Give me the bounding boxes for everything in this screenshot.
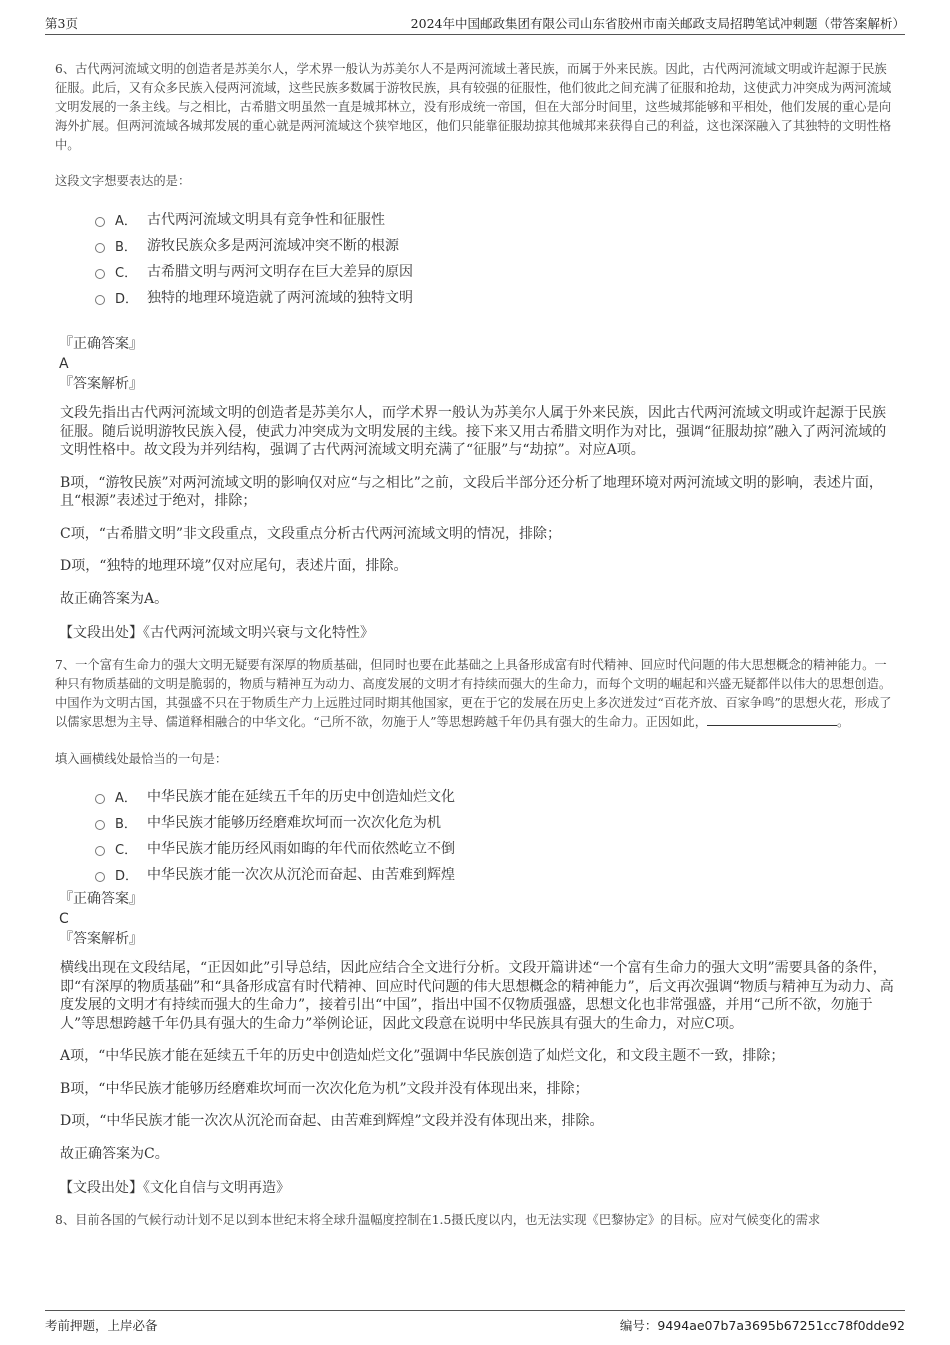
q7-answer-label: 『正确答案』: [59, 891, 143, 907]
question-6-text: 6、古代两河流域文明的创造者是苏美尔人，学术界一般认为苏美尔人不是两河流域土著民族，而属于外来民族。因此，古代两河流域文明或许起源于民族征服。此后，又有众多民族入侵两河流域，这些民族多数属于游牧民族，具有较强的征服性，他们彼此之间充满了征服和抢劫，这使武力冲突成为两河流域文明发展的一条主线。与之相比，古希腊文明虽然一直是城邦林立，没有形成统一帝国，但在大部分时间里，这些城邦能够和平相处，他们发展的重心是向海外扩展。但两河流域各城邦发展的重心就是两河流域这个狭窄地区，他们只能靠征服劫掠其他城邦来获得自己的利益，这也深深融入了其独特的文明性格中。: [55, 62, 892, 152]
q7-option-b[interactable]: B． 中华民族才能够历经磨难坎坷而一次次化危为机: [95, 809, 895, 835]
fill-blank: [707, 713, 837, 726]
q7-option-c[interactable]: C． 中华民族才能历经风雨如晦的年代而依然屹立不倒: [95, 835, 895, 861]
document-title: 2024年中国邮政集团有限公司山东省胶州市南关邮政支局招聘笔试冲刺题（带答案解析）: [410, 16, 905, 31]
q6-answer: A: [59, 356, 69, 372]
q6-analysis-c: C项，“古希腊文明”非文段重点，文段重点分析古代两河流域文明的情况，排除；: [60, 525, 562, 542]
q7-option-d[interactable]: D． 中华民族才能一次次从沉沦而奋起、由苦难到辉煌: [95, 861, 895, 887]
q6-answer-label: 『正确答案』: [59, 336, 143, 352]
q7-analysis-label: 『答案解析』: [59, 931, 143, 947]
question-7-text: 7、一个富有生命力的强大文明无疑要有深厚的物质基础，但同时也要在此基础之上具备形成富有时代精神、回应时代问题的伟大思想概念的精神能力。一种只有物质基础的文明是脆弱的，物质与精神互为动力、高度发展的文明才有持续而强大的生命力，而每个文明的崛起和兴盛无疑都伴以伟大的思想创造。中国作为文明古国，其强盛不只在于物质生产力上远胜过同时期其他国家，更在于它的发展在历史上多次迸发过“百花齐放、百家争鸣”的思想火花，形成了以儒家思想为主导、儒道释相融合的中华文化。“己所不欲，勿施于人”等思想跨越千年仍具有强大的生命力。正因如此， 。: [55, 658, 892, 729]
radio-button[interactable]: [95, 243, 105, 253]
page-content: [55, 40, 895, 1230]
radio-button[interactable]: [95, 269, 105, 279]
q6-option-c[interactable]: C． 古希腊文明与两河文明存在巨大差异的原因: [95, 258, 895, 284]
question-6-options: [95, 206, 895, 310]
page-number: 第3页: [45, 16, 78, 31]
radio-button[interactable]: [95, 820, 105, 830]
page-footer: [45, 1310, 905, 1335]
q7-source: 【文段出处】《文化自信与文明再造》: [59, 1180, 290, 1196]
radio-button[interactable]: [95, 872, 105, 882]
page-header: [45, 12, 905, 35]
question-8-text: 8、目前各国的气候行动计划不足以到本世纪末将全球升温幅度控制在1.5摄氏度以内，也无法实现《巴黎协定》的目标。应对气候变化的需求: [55, 1213, 821, 1227]
q7-analysis-a: A项，“中华民族才能在延续五千年的历史中创造灿烂文化”强调中华民族创造了灿烂文化，和文段主题不一致，排除；: [60, 1048, 785, 1064]
q7-analysis-main: 横线出现在文段结尾，“正因如此”引导总结，因此应结合全文进行分析。文段开篇讲述“一个富有生命力的强大文明”需要具备的条件，即“有深厚的物质基础”和“具备形成富有时代精神、回应时代问题的伟大思想概念的精神能力”，后文再次强调“物质与精神互为动力、高度发展的文明才有持续而强大的生命力”，接着引出“中国”，指出中国不仅物质强盛，思想文化也非常强盛，并用“己所不欲，勿施于人”等思想跨越千年仍具有强大的生命力”举例论证，因此文段意在说明中华民族具有强大的生命力，对应C项。: [60, 960, 894, 1032]
radio-button[interactable]: [95, 846, 105, 856]
q6-conclusion: 故正确答案为A。: [60, 590, 169, 607]
document-code: 编号：9494ae07b7a3695b67251cc78f0dde92: [619, 1318, 905, 1333]
footer-slogan: 考前押题，上岸必备: [45, 1318, 158, 1333]
radio-button[interactable]: [95, 217, 105, 227]
q7-analysis-b: B项，“中华民族才能够历经磨难坎坷而一次次化危为机”文段并没有体现出来，排除；: [60, 1080, 589, 1097]
q7-analysis-d: D项，“中华民族才能一次次从沉沦而奋起、由苦难到辉煌”文段并没有体现出来，排除。: [60, 1113, 604, 1129]
question-7-options: [95, 783, 895, 887]
question-6-prompt: 这段文字想要表达的是：: [55, 174, 191, 188]
q6-analysis-label: 『答案解析』: [59, 376, 143, 392]
q6-analysis-b: B项，“游牧民族”对两河流域文明的影响仅对应“与之相比”之前，文段后半部分还分析了地理环境对两河流域文明的影响，表述片面，且“根源”表述过于绝对，排除；: [60, 474, 883, 509]
q6-analysis-main: 文段先指出古代两河流域文明的创造者是苏美尔人，而学术界一般认为苏美尔人属于外来民族，因此古代两河流域文明或许起源于民族征服。随后说明游牧民族入侵，使武力冲突成为文明发展的主线。接下来又用古希腊文明作为对比，强调“征服劫掠”融入了两河流域的文明性格中。故文段为并列结构，强调了古代两河流域文明充满了“征服”与“劫掠”。对应A项。: [60, 405, 887, 458]
q7-conclusion: 故正确答案为C。: [60, 1145, 169, 1162]
radio-button[interactable]: [95, 295, 105, 305]
q6-source: 【文段出处】《古代两河流域文明兴衰与文化特性》: [59, 625, 374, 641]
radio-button[interactable]: [95, 794, 105, 804]
q6-analysis-d: D项，“独特的地理环境”仅对应尾句，表述片面，排除。: [60, 558, 408, 574]
q7-option-a[interactable]: A． 中华民族才能在延续五千年的历史中创造灿烂文化: [95, 783, 895, 809]
question-7-prompt: 填入画横线处最恰当的一句是：: [55, 752, 228, 766]
q6-option-b[interactable]: B． 游牧民族众多是两河流域冲突不断的根源: [95, 232, 895, 258]
q6-option-d[interactable]: D． 独特的地理环境造就了两河流域的独特文明: [95, 284, 895, 310]
q7-answer: C: [59, 911, 69, 927]
q6-option-a[interactable]: A． 古代两河流域文明具有竞争性和征服性: [95, 206, 895, 232]
